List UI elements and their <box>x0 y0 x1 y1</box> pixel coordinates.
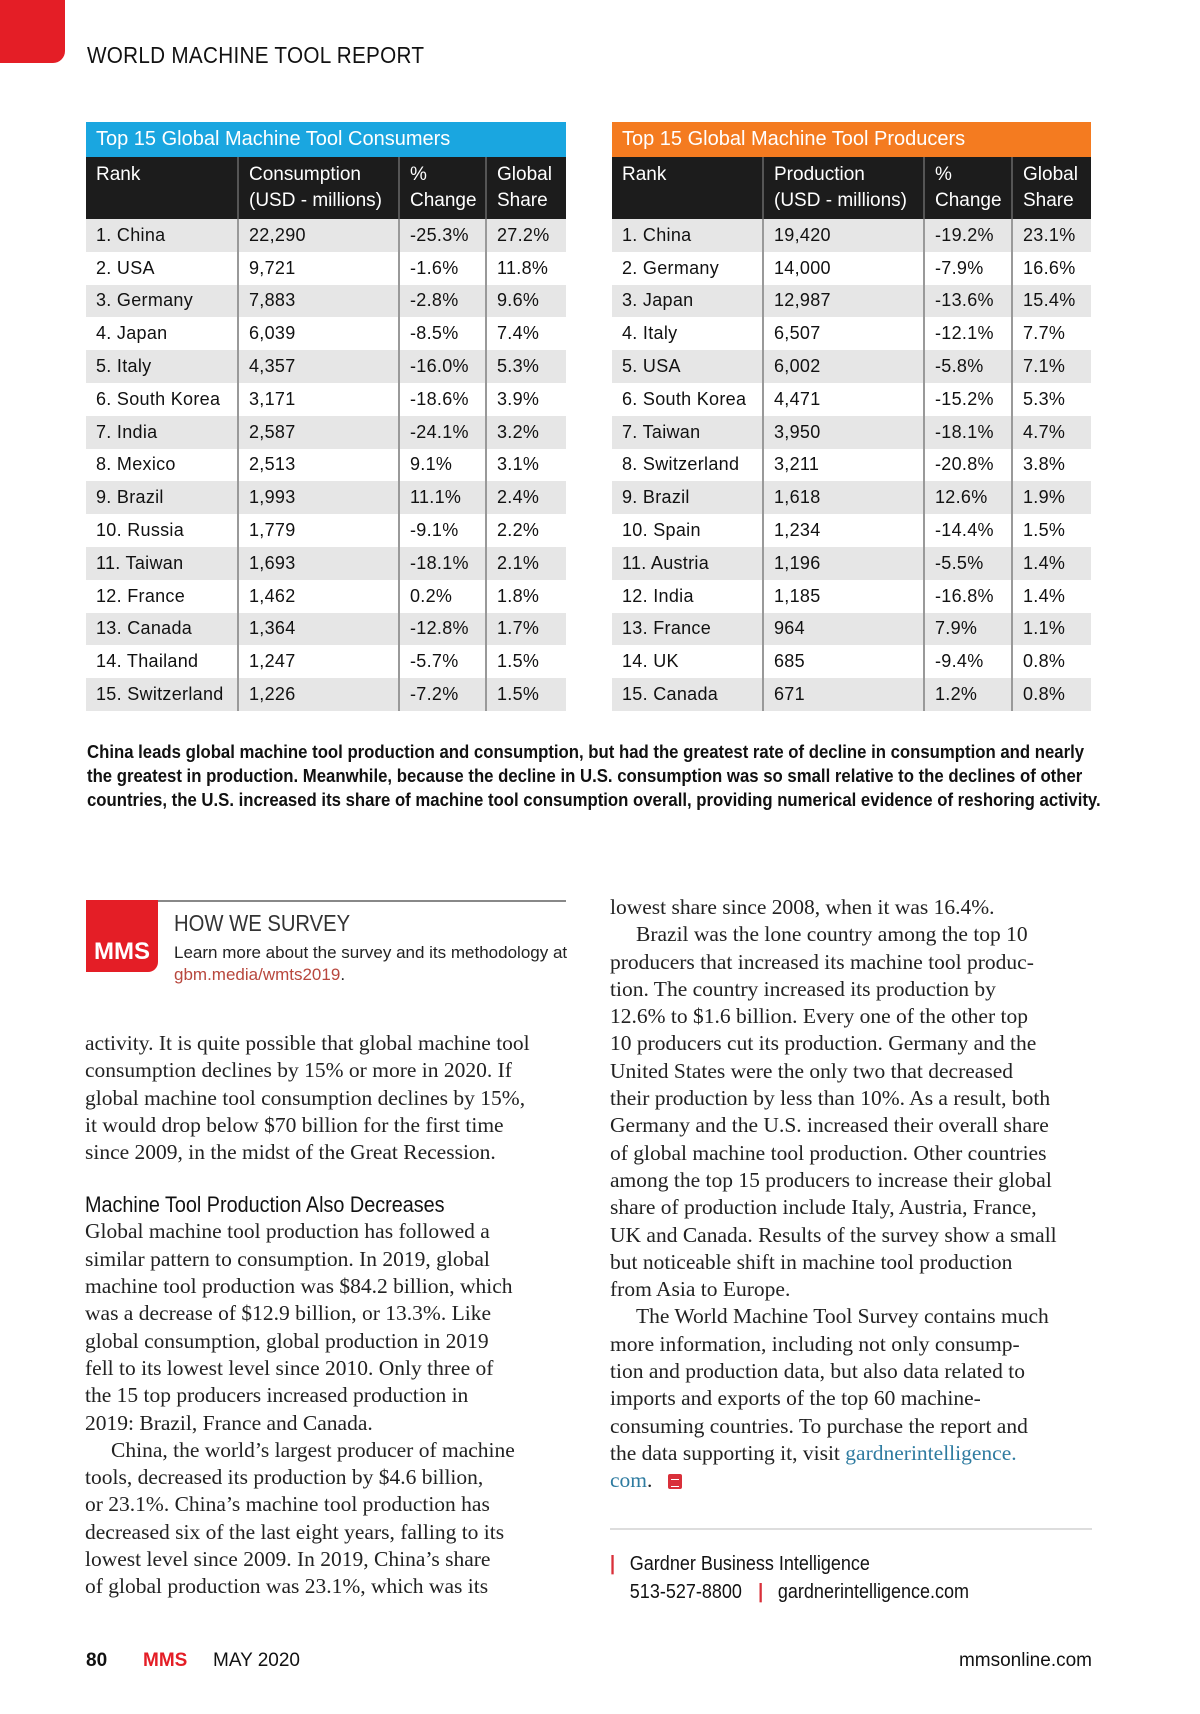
text-line: UK and Canada. Results of the survey show a small <box>610 1222 1057 1247</box>
table-cell: -9.1% <box>399 514 486 547</box>
table-cell: 1,364 <box>238 613 399 646</box>
table-cell: 14,000 <box>763 252 924 285</box>
contact-site[interactable]: gardnerintelligence.com <box>777 1581 970 1603</box>
table-cell: 14. Thailand <box>96 651 199 672</box>
table-row <box>86 285 566 318</box>
table-cell: -5.5% <box>924 547 1012 580</box>
table-cell: 12. India <box>622 585 694 606</box>
table-cell: -18.6% <box>399 383 486 416</box>
text-line: from Asia to Europe. <box>610 1277 791 1302</box>
text-line: tion and production data, but also data related to <box>610 1359 1025 1384</box>
table-cell: -14.4% <box>924 514 1012 547</box>
table-cell: 671 <box>763 678 924 711</box>
text-line: the 15 top producers increased production in <box>85 1383 469 1408</box>
text-line: 10 producers cut its production. Germany and the <box>610 1031 1037 1056</box>
right-column: lowest share since 2008, when it was 16.4%. Brazil was the lone country among the top 10 producers that increased its machine tool produc- tion. The country increased its production by 12.6% to $1.6 billion. Every one of the other top 10 producers cut its production. Germany and the United States were the only two that decreased their production by less than 10%. As a result, both Germany and the U.S. increased their overall share of global machine tool production. Other countries among the top 15 producers to increase their global share of production include Italy, Austria, France, UK and Canada. Results of the survey show a small but noticeable shift in machine tool production from Asia to Europe. The World Machine Tool Survey contains much more information, including not only consump- tion and production data, but also data related to imports and exports of the top 60 machine- consuming countries. To purchase the report and the data supporting it, visit gardnerintelligence. com. <box>610 894 1100 1495</box>
table-cell: 3. Japan <box>612 285 763 318</box>
left-column <box>85 1030 575 1601</box>
table-row <box>86 514 566 547</box>
paragraph-last-line: the data supporting it, visit gardnerintelligence. <box>610 1440 1017 1465</box>
table-cell: 4,357 <box>238 350 399 383</box>
text-line: since 2009, in the midst of the Great Recession. <box>85 1140 496 1165</box>
paragraph <box>610 921 1100 1303</box>
table-cell: 9.6% <box>486 285 566 318</box>
table-row <box>612 580 1091 613</box>
table-cell: 5.3% <box>486 350 566 383</box>
table-cell: 1,247 <box>238 645 399 678</box>
table-cell: 12.6% <box>924 481 1012 514</box>
table-cell: 5. Italy <box>86 350 238 383</box>
column-header: % Change <box>399 157 486 219</box>
table-cell: 9. Brazil <box>612 481 763 514</box>
column-header: Production (USD - millions) <box>763 157 924 219</box>
column-header: Global Share <box>486 157 566 219</box>
table-cell: 964 <box>763 613 924 646</box>
table-cell: 1.2% <box>924 678 1012 711</box>
table-cell: -16.8% <box>924 580 1012 613</box>
table-cell: 27.2% <box>486 219 566 252</box>
table-cell: 15.4% <box>1012 285 1091 318</box>
table-cell: 685 <box>763 645 924 678</box>
text-line: share of production include Italy, Austria, France, <box>610 1195 1037 1220</box>
paragraph <box>85 1437 575 1601</box>
table-row <box>86 252 566 285</box>
table-cell: 2. Germany <box>622 257 720 278</box>
table-row <box>86 416 566 449</box>
table-cell: 1.5% <box>486 645 566 678</box>
table-row <box>86 481 566 514</box>
table-cell: -19.2% <box>924 219 1012 252</box>
table-cell: 11. Austria <box>612 547 763 580</box>
table-cell: 6,507 <box>763 317 924 350</box>
table-cell: 6,002 <box>763 350 924 383</box>
footer-issue: MAY 2020 <box>213 1650 300 1671</box>
divider <box>610 1528 1092 1530</box>
text-line: activity. It is quite possible that global machine tool <box>85 1031 530 1055</box>
gardner-link[interactable]: gardnerintelligence. <box>845 1440 1017 1465</box>
table-row <box>612 416 1091 449</box>
table-cell: 2.4% <box>486 481 566 514</box>
table-cell: 1,779 <box>238 514 399 547</box>
table-cell: 11.8% <box>486 252 566 285</box>
producers-table-title: Top 15 Global Machine Tool Producers <box>612 122 1091 157</box>
table-cell: 1.4% <box>1012 580 1091 613</box>
table-row <box>612 514 1091 547</box>
table-row <box>612 350 1091 383</box>
table-row <box>612 383 1091 416</box>
table-cell: 7.7% <box>1012 317 1091 350</box>
table-row <box>612 219 1091 252</box>
table-cell: -20.8% <box>924 449 1012 482</box>
table-cell: 15. Switzerland <box>86 678 238 711</box>
end-mark-icon <box>668 1474 682 1489</box>
table-row <box>86 449 566 482</box>
table-cell: 1.1% <box>1012 613 1091 646</box>
table-cell: 8. Mexico <box>96 454 176 475</box>
contact-phone: 513-527-8800 <box>629 1581 742 1603</box>
column-header: % Change <box>924 157 1012 219</box>
table-cell: -18.1% <box>399 547 486 580</box>
text-line: it would drop below $70 billion for the first time <box>85 1112 504 1137</box>
table-cell: -1.6% <box>399 252 486 285</box>
text-line: decreased six of the last eight years, falling to its <box>85 1519 505 1544</box>
table-row <box>86 645 566 678</box>
table-cell: 7,883 <box>238 285 399 318</box>
contact-org: Gardner Business Intelligence <box>629 1553 870 1575</box>
table-cell: -7.9% <box>924 252 1012 285</box>
table-cell: 1,226 <box>238 678 399 711</box>
table-cell: -5.7% <box>399 645 486 678</box>
table-cell: 16.6% <box>1012 252 1091 285</box>
footer-brand: MMS <box>143 1650 188 1671</box>
table-cell: 8. Switzerland <box>622 454 740 475</box>
text-line: Brazil was the lone country among the top 10 <box>636 922 1028 947</box>
table-cell: 1.8% <box>486 580 566 613</box>
table-cell: -9.4% <box>924 645 1012 678</box>
table-cell: 1,693 <box>238 547 399 580</box>
table-cell: 9.1% <box>399 449 486 482</box>
text-line: global machine tool consumption declines by 15%, <box>85 1085 526 1110</box>
producers-table <box>612 122 1091 711</box>
table-cell: 1.5% <box>1012 514 1091 547</box>
text-line: more information, including not only consump- <box>610 1331 1020 1356</box>
table-cell: -13.6% <box>924 285 1012 318</box>
table-cell: 1.4% <box>1012 547 1091 580</box>
table-cell: 5. USA <box>612 350 763 383</box>
table-cell: 1.5% <box>486 678 566 711</box>
table-cell: 0.2% <box>399 580 486 613</box>
column-header: Global Share <box>1012 157 1091 219</box>
table-cell: 1.9% <box>1012 481 1091 514</box>
table-cell: 1. China <box>86 219 238 252</box>
table-cell: 6. South Korea <box>96 388 221 409</box>
table-caption: China leads global machine tool production and consumption, but had the greatest rate of decline in consumption and nearly the greatest in production. Meanwhile, because the decline in U.S. consumption was so small relative to the declines of other countries, the U.S. increased its share of machine tool consumption overall, providing numerical evidence of reshoring activity. <box>87 742 1101 810</box>
survey-text: Learn more about the survey and its methodology at gbm.media/wmts2019. <box>174 943 568 984</box>
table-cell: -5.8% <box>924 350 1012 383</box>
section-heading: Machine Tool Production Also Decreases <box>85 1192 445 1218</box>
table-row <box>86 580 566 613</box>
table-cell: 6. South Korea <box>622 388 747 409</box>
table-cell: 2.2% <box>486 514 566 547</box>
table-cell: 7.9% <box>924 613 1012 646</box>
table-row <box>612 613 1091 646</box>
text-line: fell to its lowest level since 2010. Only three of <box>85 1355 494 1380</box>
table-cell: 5.3% <box>1012 383 1091 416</box>
table-cell: 2.1% <box>486 547 566 580</box>
text-line: of global machine tool production. Other countries <box>610 1140 1047 1165</box>
paragraph <box>85 1030 575 1166</box>
table-cell: 3,171 <box>238 383 399 416</box>
table-cell: -2.8% <box>399 285 486 318</box>
table-cell: 4. Italy <box>622 323 678 344</box>
table-row <box>612 317 1091 350</box>
table-cell: 1,196 <box>763 547 924 580</box>
table-cell: 11.1% <box>399 481 486 514</box>
table-cell: 4.7% <box>1012 416 1091 449</box>
text-line: of global production was 23.1%, which was its <box>85 1574 489 1599</box>
table-row <box>86 219 566 252</box>
text-line: The World Machine Tool Survey contains much <box>636 1304 1049 1329</box>
text-line: lowest level since 2009. In 2019, China’s share <box>85 1547 491 1572</box>
table-row <box>86 317 566 350</box>
table-cell: 22,290 <box>238 219 399 252</box>
table-cell: 12,987 <box>763 285 924 318</box>
table-cell: 3.8% <box>1012 449 1091 482</box>
text-line: tools, decreased its production by $4.6 billion, <box>85 1465 484 1490</box>
table-row <box>86 678 566 711</box>
gardner-link-cont[interactable]: com <box>610 1468 648 1493</box>
column-header: Rank <box>86 157 238 219</box>
survey-link[interactable]: gbm.media/wmts2019 <box>174 965 341 984</box>
table-row <box>612 645 1091 678</box>
table-cell: 0.8% <box>1012 645 1091 678</box>
paragraph <box>85 1218 575 1436</box>
table-cell: 7.1% <box>1012 350 1091 383</box>
text-line: 2019: Brazil, France and Canada. <box>85 1410 373 1435</box>
text-line: producers that increased its machine tool produc- <box>610 949 1034 974</box>
text-line: their production by less than 10%. As a result, both <box>610 1086 1051 1111</box>
table-row <box>612 481 1091 514</box>
table-cell: -18.1% <box>924 416 1012 449</box>
table-cell: 10. Spain <box>622 520 701 541</box>
column-header: Consumption (USD - millions) <box>238 157 399 219</box>
table-cell: -15.2% <box>924 383 1012 416</box>
contact-block <box>610 1550 969 1606</box>
table-cell: 7. India <box>86 416 238 449</box>
text-line: China, the world’s largest producer of machine <box>111 1437 515 1462</box>
text-line: United States were the only two that decreased <box>610 1058 1013 1083</box>
consumers-table-title: Top 15 Global Machine Tool Consumers <box>86 122 566 157</box>
text-line: 12.6% to $1.6 billion. Every one of the other top <box>610 1004 1028 1029</box>
table-cell: 19,420 <box>763 219 924 252</box>
consumers-table <box>86 122 566 711</box>
table-cell: 1,993 <box>238 481 399 514</box>
table-cell: 13. Canada <box>86 613 238 646</box>
page-number: 80 <box>86 1650 108 1671</box>
table-cell: 11. Taiwan <box>86 547 238 580</box>
table-row <box>86 547 566 580</box>
table-cell: -25.3% <box>399 219 486 252</box>
table-cell: 4,471 <box>763 383 924 416</box>
table-cell: 1,462 <box>238 580 399 613</box>
table-cell: 3,211 <box>763 449 924 482</box>
survey-title: HOW WE SURVEY <box>174 910 351 936</box>
text-line: or 23.1%. China’s machine tool production has <box>85 1492 490 1517</box>
table-cell: 23.1% <box>1012 219 1091 252</box>
bar-icon: | <box>610 1553 616 1575</box>
table-cell: 7.4% <box>486 317 566 350</box>
mms-logo: MMS <box>86 900 158 972</box>
table-cell: 3,950 <box>763 416 924 449</box>
section-tab <box>0 0 65 63</box>
table-cell: 3.1% <box>486 449 566 482</box>
table-row <box>612 547 1091 580</box>
column-header: Rank <box>612 157 763 219</box>
text-line: consuming countries. To purchase the report and <box>610 1413 1028 1438</box>
paragraph <box>610 894 1100 921</box>
table-cell: 7. Taiwan <box>612 416 763 449</box>
table-cell: 6,039 <box>238 317 399 350</box>
table-cell: -16.0% <box>399 350 486 383</box>
table-row <box>612 285 1091 318</box>
table-row <box>86 350 566 383</box>
text-line: machine tool production was $84.2 billion, which <box>85 1274 513 1299</box>
table-cell: 12. France <box>96 585 186 606</box>
table-row <box>612 678 1091 711</box>
table-cell: 2,513 <box>238 449 399 482</box>
text-line: global consumption, global production in 2019 <box>85 1328 489 1353</box>
text-line: similar pattern to consumption. In 2019, global <box>85 1246 490 1271</box>
table-cell: 3.9% <box>486 383 566 416</box>
table-cell: 9. Brazil <box>86 481 238 514</box>
table-cell: 15. Canada <box>612 678 763 711</box>
text-line: Germany and the U.S. increased their overall share <box>610 1113 1049 1138</box>
table-cell: 10. Russia <box>96 520 185 541</box>
table-cell: 1.7% <box>486 613 566 646</box>
table-row <box>86 613 566 646</box>
table-cell: -24.1% <box>399 416 486 449</box>
footer-site[interactable]: mmsonline.com <box>958 1650 1092 1671</box>
table-cell: 13. France <box>612 613 763 646</box>
text-line: consumption declines by 15% or more in 2020. If <box>85 1058 512 1083</box>
paragraph <box>610 1303 1100 1439</box>
text-line: imports and exports of the top 60 machine- <box>610 1386 981 1411</box>
table-cell: 1,185 <box>763 580 924 613</box>
how-we-survey-box <box>86 900 568 984</box>
table-cell: 2,587 <box>238 416 399 449</box>
text-line: but noticeable shift in machine tool production <box>610 1249 1013 1274</box>
table-cell: 1. China <box>612 219 763 252</box>
table-cell: -8.5% <box>399 317 486 350</box>
table-cell: 3. Germany <box>86 285 238 318</box>
table-cell: -12.8% <box>399 613 486 646</box>
table-cell: 3.2% <box>486 416 566 449</box>
table-cell: 9,721 <box>238 252 399 285</box>
table-cell: 1,618 <box>763 481 924 514</box>
table-cell: 2. USA <box>96 257 155 278</box>
text-line: tion. The country increased its production by <box>610 976 996 1001</box>
text-line: Global machine tool production has followed a <box>85 1219 490 1244</box>
running-header: WORLD MACHINE TOOL REPORT <box>87 42 425 68</box>
table-cell: 14. UK <box>622 651 679 672</box>
table-cell: 0.8% <box>1012 678 1091 711</box>
table-cell: 1,234 <box>763 514 924 547</box>
table-cell: -7.2% <box>399 678 486 711</box>
table-row <box>86 383 566 416</box>
table-cell: -12.1% <box>924 317 1012 350</box>
text-line: was a decrease of $12.9 billion, or 13.3%. Like <box>85 1301 491 1326</box>
text-line: lowest share since 2008, when it was 16.4%. <box>610 895 995 919</box>
text-line: among the top 15 producers to increase their global <box>610 1167 1052 1192</box>
bar-icon: | <box>758 1581 764 1603</box>
table-row <box>612 449 1091 482</box>
table-cell: 4. Japan <box>96 323 168 344</box>
table-row <box>612 252 1091 285</box>
